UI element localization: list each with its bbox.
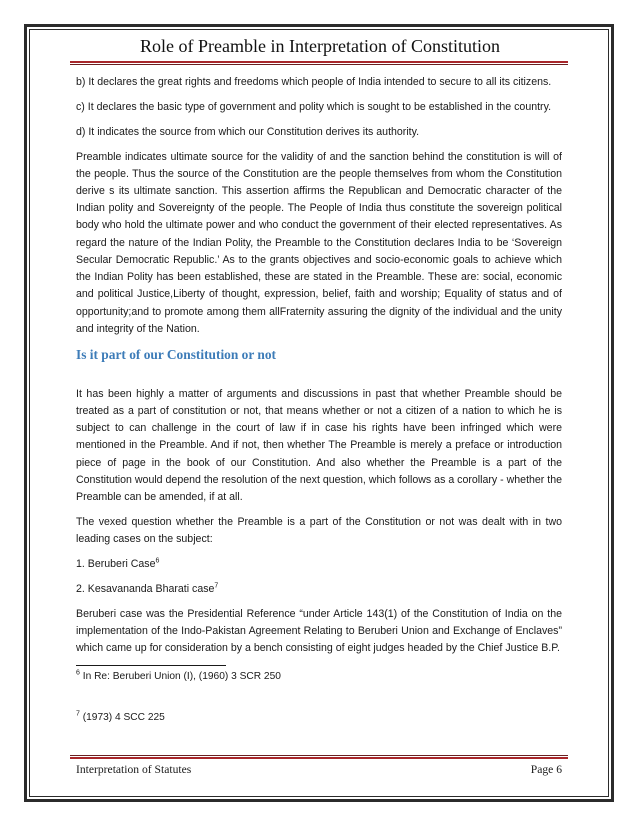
paragraph-b: b) It declares the great rights and freedoms which people of India intended to secure to all its citizens. <box>76 76 552 88</box>
footnote-ref[interactable]: 7 <box>214 582 219 590</box>
footnote <box>76 712 165 723</box>
section-heading: Is it part of our Constitution or not <box>76 346 277 362</box>
footnote-text: In Re: Beruberi Union (I), (1960) 3 SCR 250 <box>79 671 281 682</box>
paragraph-c: c) It declares the basic type of government and polity which is sought to be established in the country. <box>76 100 552 113</box>
paragraph-beruberi: Beruberi case was the Presidential Reference “under Article 143(1) of the Constitution of India on the implementation of the Indo-Pakistan Agreement Relating to Beruberi Union and Exchange of Enclaves” which came up for consideration by a bench consisting of eight judges headed by the Chief Justice B.P. <box>76 607 562 655</box>
footer-page-number: Page 6 <box>530 763 562 776</box>
case-label: 1. Beruberi Case <box>76 558 156 570</box>
page-header-title: Role of Preamble in Interpretation of Constitution <box>140 36 500 56</box>
paragraph-vexed-question: The vexed question whether the Preamble is a part of the Constitution or not was dealt with in two leading cases on the subject: <box>76 515 562 546</box>
footnote-separator <box>76 665 226 666</box>
paragraph-d: d) It indicates the source from which our Constitution derives its authority. <box>76 125 420 138</box>
case-list-item <box>76 556 562 573</box>
footnote-ref[interactable]: 6 <box>155 557 160 565</box>
paragraph-debate: It has been highly a matter of arguments and discussions in past that whether Preamble should be treated as a part of constitution or not, that means whether or not a citizen of a nation to which he is subject to can challenge in the court of law if in case his rights have been infringed which were mentioned in the Preamble. And if not, then whether The Preamble is merely a preface or introduction piece of page in the book of our Constitution. And also whether the Preamble is a part of the Constitution would depend the resolution of the next question, which follows as a corollary - whether the Preamble can be amended, if at all. <box>76 387 562 504</box>
footer-rule-thick <box>70 757 568 759</box>
footnote-mark: 7 <box>76 710 80 718</box>
footnote-text: (1973) 4 SCC 225 <box>79 712 165 723</box>
footer-document-title: Interpretation of Statutes <box>76 763 192 776</box>
case-label: 2. Kesavananda Bharati case <box>76 582 215 595</box>
paragraph-preamble-source: Preamble indicates ultimate source for the validity of and the sanction behind the constitution is will of the people. Thus the source of the Constitution are the people themselves from whom the Constitution derive s its ultimate sanction. This assertion affirms the Republican and Democratic character of the Indian polity and Sovereignty of the people. The People of India thus constitute the sovereign political body who hold the ultimate power and who conduct the government of their elected representatives. As regard the nature of the Indian Polity, the Preamble to the Constitution declares India to be ‘Sovereign Secular Democratic Republic.’ As to the grants objectives and socio-economic goals to achieve which the Indian Polity has been established, these are stated in the Preamble. These are: social, economic and political Justice,Liberty of thought, expression, belief, faith and worship; Equality of status and of opportunity;and to promote among them allFraternity assuring the dignity of the individual and the unity and integrity of the Nation. <box>76 150 562 335</box>
footer-rule-thin <box>70 755 568 756</box>
header-rule-thin <box>70 64 568 65</box>
header-rule-thick <box>70 61 568 63</box>
footnote <box>76 671 281 682</box>
page-body <box>76 74 562 665</box>
footnote-mark: 6 <box>76 669 80 677</box>
case-list-item <box>76 581 562 598</box>
